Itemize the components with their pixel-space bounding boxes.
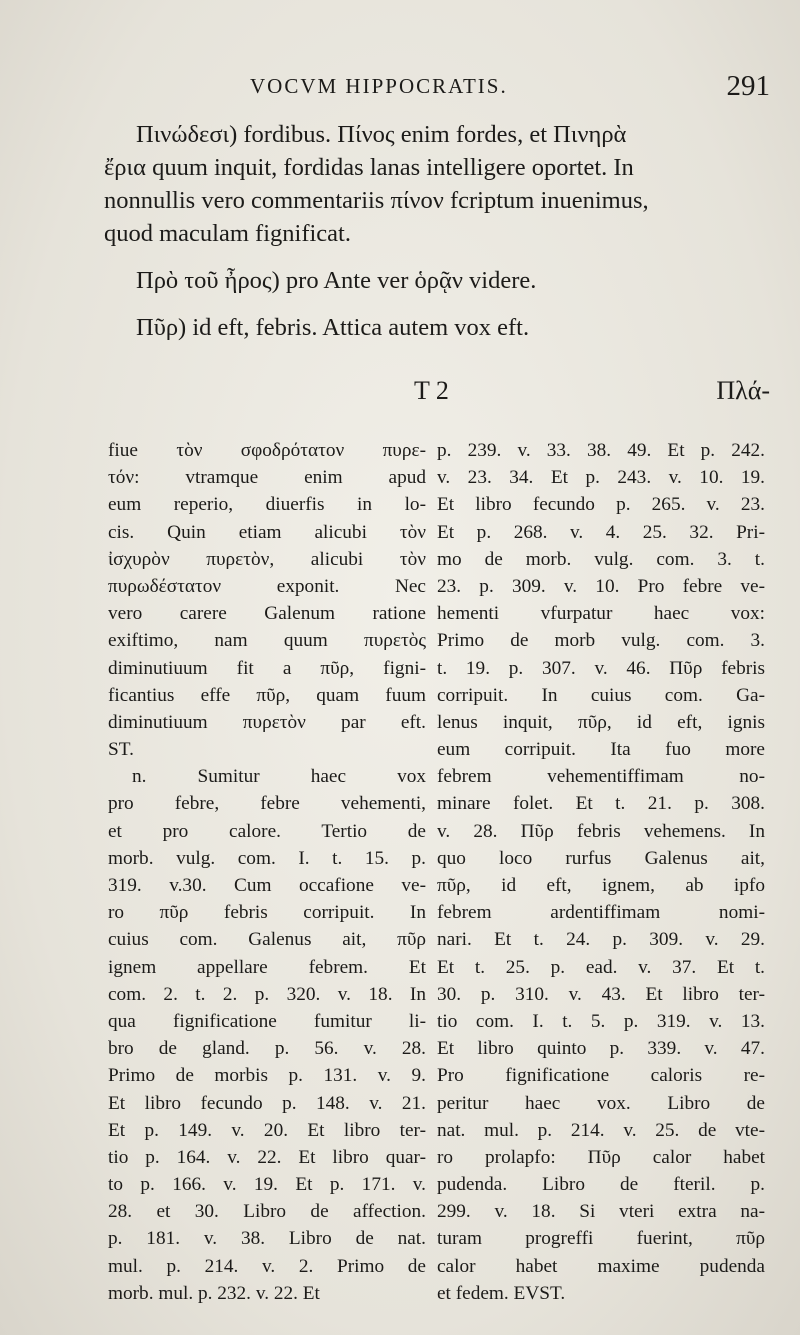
text-line: πυρωδέστατον exponit. Nec bbox=[108, 575, 426, 597]
text-line: ro prolapfo: Πῦρ calor habet bbox=[437, 1146, 765, 1168]
note-line: Πινώδεσι) fordibus. Πίνος enim fordes, et Πινηρὰ bbox=[136, 121, 627, 148]
text-line: tio com. I. t. 5. p. 319. v. 13. bbox=[437, 1010, 765, 1032]
text-line: 28. et 30. Libro de affection. bbox=[108, 1201, 426, 1223]
text-line: peritur haec vox. Libro de bbox=[437, 1092, 765, 1114]
text-line: et fedem. EVST. bbox=[437, 1282, 566, 1304]
text-line: Et p. 268. v. 4. 25. 32. Pri- bbox=[437, 521, 765, 543]
text-line: eum reperio, diuerfis in lo- bbox=[108, 494, 426, 516]
text-line: v. 28. Πῦρ febris vehemens. In bbox=[437, 820, 765, 842]
text-line: pro febre, febre vehementi, bbox=[108, 793, 426, 815]
text-line: vero carere Galenum ratione bbox=[108, 603, 426, 625]
page-number: 291 bbox=[726, 70, 770, 102]
text-line: 299. v. 18. Si vteri extra na- bbox=[437, 1201, 765, 1223]
text-line: cuius com. Galenus ait, πῦρ bbox=[108, 929, 426, 951]
signature-mark: T 2 bbox=[414, 376, 449, 405]
text-line: pudenda. Libro de fteril. p. bbox=[437, 1174, 765, 1196]
text-line: hementi vfurpatur haec vox: bbox=[437, 603, 765, 625]
text-line: τόν: vtramque enim apud bbox=[108, 467, 426, 489]
text-line: quo loco rurfus Galenus ait, bbox=[437, 847, 765, 869]
text-line: febrem ardentiffimam nomi- bbox=[437, 902, 765, 924]
page-header bbox=[250, 70, 770, 110]
text-line: qua fignificatione fumitur li- bbox=[108, 1010, 426, 1032]
text-line: exiftimo, nam quum πυρετὸς bbox=[108, 630, 426, 652]
text-line: minare folet. Et t. 21. p. 308. bbox=[437, 793, 765, 815]
signature-row bbox=[104, 376, 770, 416]
text-line: v. 23. 34. Et p. 243. v. 10. 19. bbox=[437, 467, 765, 489]
text-line: lenus inquit, πῦρ, id eft, ignis bbox=[437, 711, 765, 733]
text-line: morb. mul. p. 232. v. 22. Et bbox=[108, 1282, 320, 1304]
note-gap bbox=[104, 250, 770, 264]
text-line: calor habet maxime pudenda bbox=[437, 1255, 765, 1277]
text-line: cis. Quin etiam alicubi τὸν bbox=[108, 521, 426, 543]
text-line: to p. 166. v. 19. Et p. 171. v. bbox=[108, 1174, 426, 1196]
text-line: Primo de morbis p. 131. v. 9. bbox=[108, 1065, 426, 1087]
text-line: et pro calore. Tertio de bbox=[108, 820, 426, 842]
text-line: febrem vehementiffimam no- bbox=[437, 766, 765, 788]
note-line: Πῦρ) id eft, febris. Attica autem vox eft. bbox=[136, 314, 530, 341]
text-line: ST. bbox=[108, 739, 134, 761]
note-line: nonnullis vero commentariis πίνον fcriptum inuenimus, bbox=[104, 187, 649, 214]
text-line: ignem appellare febrem. Et bbox=[108, 956, 426, 978]
notes-section bbox=[104, 118, 770, 344]
text-line: turam progreffi fuerint, πῦρ bbox=[437, 1228, 765, 1250]
text-line: πῦρ, id eft, ignem, ab ipfo bbox=[437, 875, 765, 896]
text-line: t. 19. p. 307. v. 46. Πῦρ febris bbox=[437, 657, 765, 679]
text-line: morb. vulg. com. I. t. 15. p. bbox=[108, 847, 426, 869]
text-line: nat. mul. p. 214. v. 25. de vte- bbox=[437, 1119, 765, 1141]
note-gap bbox=[104, 297, 770, 311]
text-line: ἰσχυρὸν πυρετὸν, alicubi τὸν bbox=[108, 548, 426, 570]
text-line: diminutiuum πυρετὸν par eft. bbox=[108, 711, 426, 733]
text-line: Et t. 25. p. ead. v. 37. Et t. bbox=[437, 956, 765, 978]
note-line: ἔρια quum inquit, fordidas lanas intelligere oportet. In bbox=[104, 154, 634, 181]
text-line: 23. p. 309. v. 10. Pro febre ve- bbox=[437, 575, 765, 597]
text-line: mo de morb. vulg. com. 3. t. bbox=[437, 548, 765, 570]
text-line: 30. p. 310. v. 43. Et libro ter- bbox=[437, 983, 765, 1005]
text-line: Et libro fecundo p. 148. v. 21. bbox=[108, 1092, 426, 1114]
text-line: Et libro quinto p. 339. v. 47. bbox=[437, 1038, 765, 1060]
text-line: eum corripuit. Ita fuo more bbox=[437, 739, 765, 761]
text-line: mul. p. 214. v. 2. Primo de bbox=[108, 1255, 426, 1277]
text-line: Primo de morb vulg. com. 3. bbox=[437, 630, 765, 652]
catchword: Πλά- bbox=[716, 376, 770, 405]
text-line: ro πῦρ febris corripuit. In bbox=[108, 902, 426, 924]
running-title: VOCVM HIPPOCRATIS. bbox=[250, 74, 508, 98]
text-line: p. 181. v. 38. Libro de nat. bbox=[108, 1228, 426, 1250]
text-line: ficantius effe πῦρ, quam fuum bbox=[108, 684, 426, 706]
right-column bbox=[437, 437, 765, 1307]
left-column bbox=[108, 437, 426, 1307]
text-line: fiue τὸν σφοδρότατον πυρε- bbox=[108, 440, 426, 461]
text-line: 319. v.30. Cum occafione ve- bbox=[108, 875, 426, 896]
text-line: Pro fignificatione caloris re- bbox=[437, 1065, 765, 1087]
text-line: com. 2. t. 2. p. 320. v. 18. In bbox=[108, 983, 426, 1005]
note-line: quod maculam fignificat. bbox=[104, 220, 351, 247]
text-line: n. Sumitur haec vox bbox=[132, 766, 426, 788]
note-line: Πρὸ τοῦ ἦρος) pro Ante ver ὁρᾷν videre. bbox=[136, 267, 537, 294]
text-line: bro de gland. p. 56. v. 28. bbox=[108, 1038, 426, 1060]
text-line: nari. Et t. 24. p. 309. v. 29. bbox=[437, 929, 765, 951]
text-line: Et p. 149. v. 20. Et libro ter- bbox=[108, 1119, 426, 1141]
text-line: p. 239. v. 33. 38. 49. Et p. 242. bbox=[437, 440, 765, 461]
text-line: tio p. 164. v. 22. Et libro quar- bbox=[108, 1146, 426, 1168]
text-line: diminutiuum fit a πῦρ, figni- bbox=[108, 657, 426, 679]
text-line: corripuit. In cuius com. Ga- bbox=[437, 684, 765, 706]
text-line: Et libro fecundo p. 265. v. 23. bbox=[437, 494, 765, 516]
